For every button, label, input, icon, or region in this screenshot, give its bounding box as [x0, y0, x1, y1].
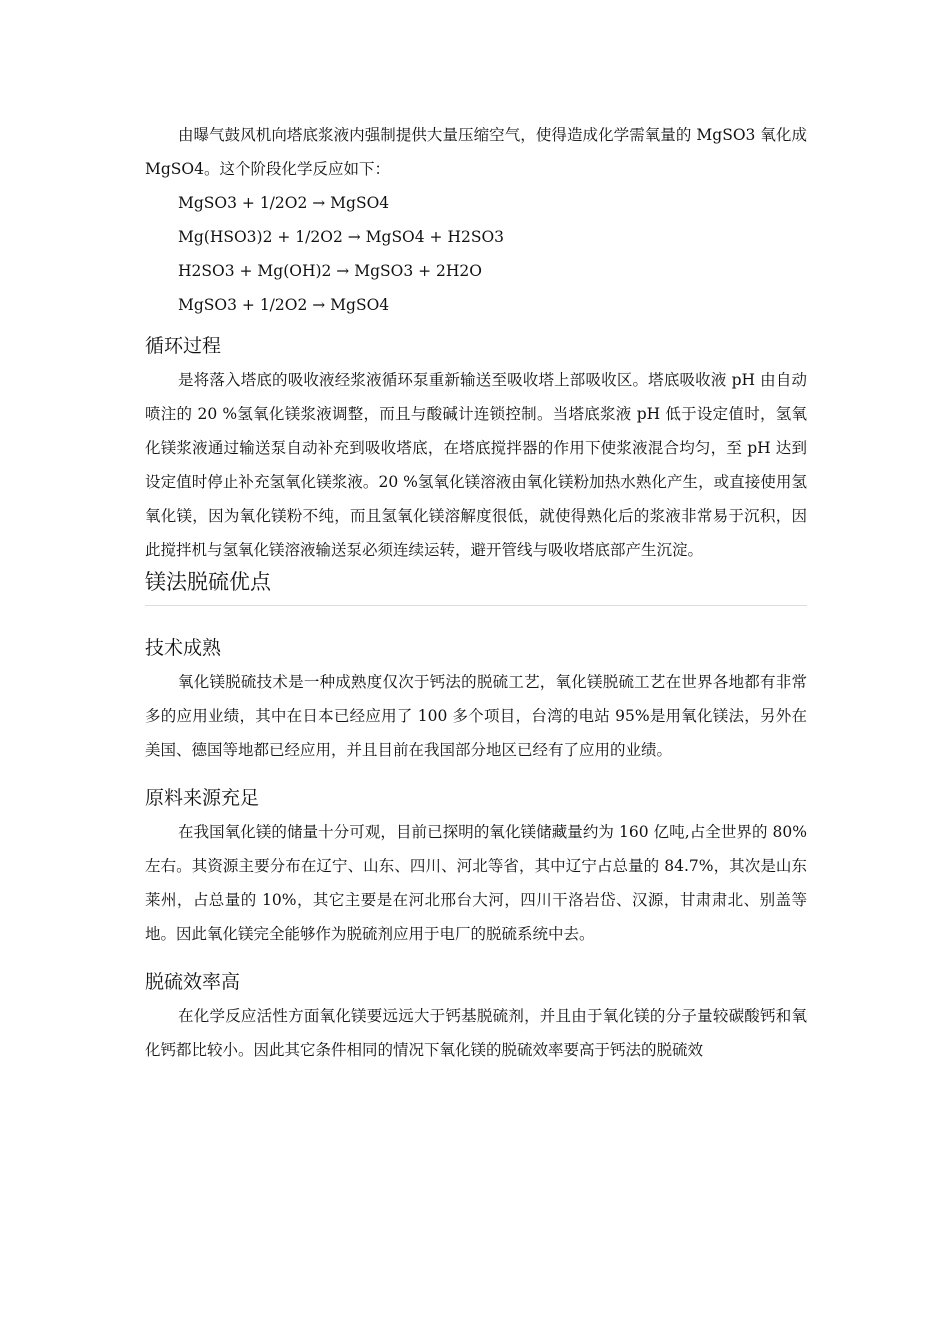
equation-list	[145, 186, 807, 322]
subsection-heading-efficiency: 脱硫效率高	[145, 971, 241, 993]
intro-paragraph: 由曝气鼓风机向塔底浆液内强制提供大量压缩空气，使得造成化学需氧量的 MgSO3 氧化成 MgSO4。这个阶段化学反应如下：	[145, 126, 807, 178]
mature-paragraph: 氧化镁脱硫技术是一种成熟度仅次于钙法的脱硫工艺，氧化镁脱硫工艺在世界各地都有非常多的应用业绩，其中在日本已经应用了 100 多个项目，台湾的电站 95%是用氧化镁法，另外在美国、德国等地都已经应用，并且目前在我国部分地区已经有了应用的业绩。	[145, 673, 807, 759]
section-heading-cycle: 循环过程	[145, 335, 222, 357]
material-paragraph: 在我国氧化镁的储量十分可观，目前已探明的氧化镁储藏量约为 160 亿吨,占全世界的 80%左右。其资源主要分布在辽宁、山东、四川、河北等省，其中辽宁占总量的 84.7%，其次是山东莱州，占总量的 10%，其它主要是在河北邢台大河，四川干洛岩岱、汉源，甘肃肃北、别盖等地。因此氧化镁完全能够作为脱硫剂应用于电厂的脱硫系统中去。	[145, 823, 807, 943]
equation-line: Mg(HSO3)2 + 1/2O2 → MgSO4 + H2SO3	[178, 228, 505, 246]
subsection-heading-mature: 技术成熟	[145, 637, 222, 659]
cycle-paragraph: 是将落入塔底的吸收液经浆液循环泵重新输送至吸收塔上部吸收区。塔底吸收液 pH 由自动喷注的 20 %氢氧化镁浆液调整，而且与酸碱计连锁控制。当塔底浆液 pH 低于设定值时，氢氧化镁浆液通过输送泵自动补充到吸收塔底，在塔底搅拌器的作用下使浆液混合均匀，至 pH 达到设定值时停止补充氢氧化镁浆液。20 %氢氧化镁溶液由氧化镁粉加热水熟化产生，或直接使用氢氧化镁，因为氧化镁粉不纯，而且氢氧化镁溶解度很低，就使得熟化后的浆液非常易于沉积，因此搅拌机与氢氧化镁溶液输送泵必须连续运转，避开管线与吸收塔底部产生沉淀。	[145, 371, 807, 559]
efficiency-paragraph: 在化学反应活性方面氧化镁要远远大于钙基脱硫剂，并且由于氧化镁的分子量较碳酸钙和氧化钙都比较小。因此其它条件相同的情况下氧化镁的脱硫效率要高于钙法的脱硫效	[145, 1007, 807, 1059]
equation-line: MgSO3 + 1/2O2 → MgSO4	[178, 296, 390, 314]
equation-line: H2SO3 + Mg(OH)2 → MgSO3 + 2H2O	[178, 262, 482, 280]
subsection-heading-material: 原料来源充足	[145, 787, 260, 809]
document-page	[145, 118, 807, 1067]
equation-line: MgSO3 + 1/2O2 → MgSO4	[178, 194, 390, 212]
section-heading-advantages: 镁法脱硫优点	[145, 567, 807, 606]
